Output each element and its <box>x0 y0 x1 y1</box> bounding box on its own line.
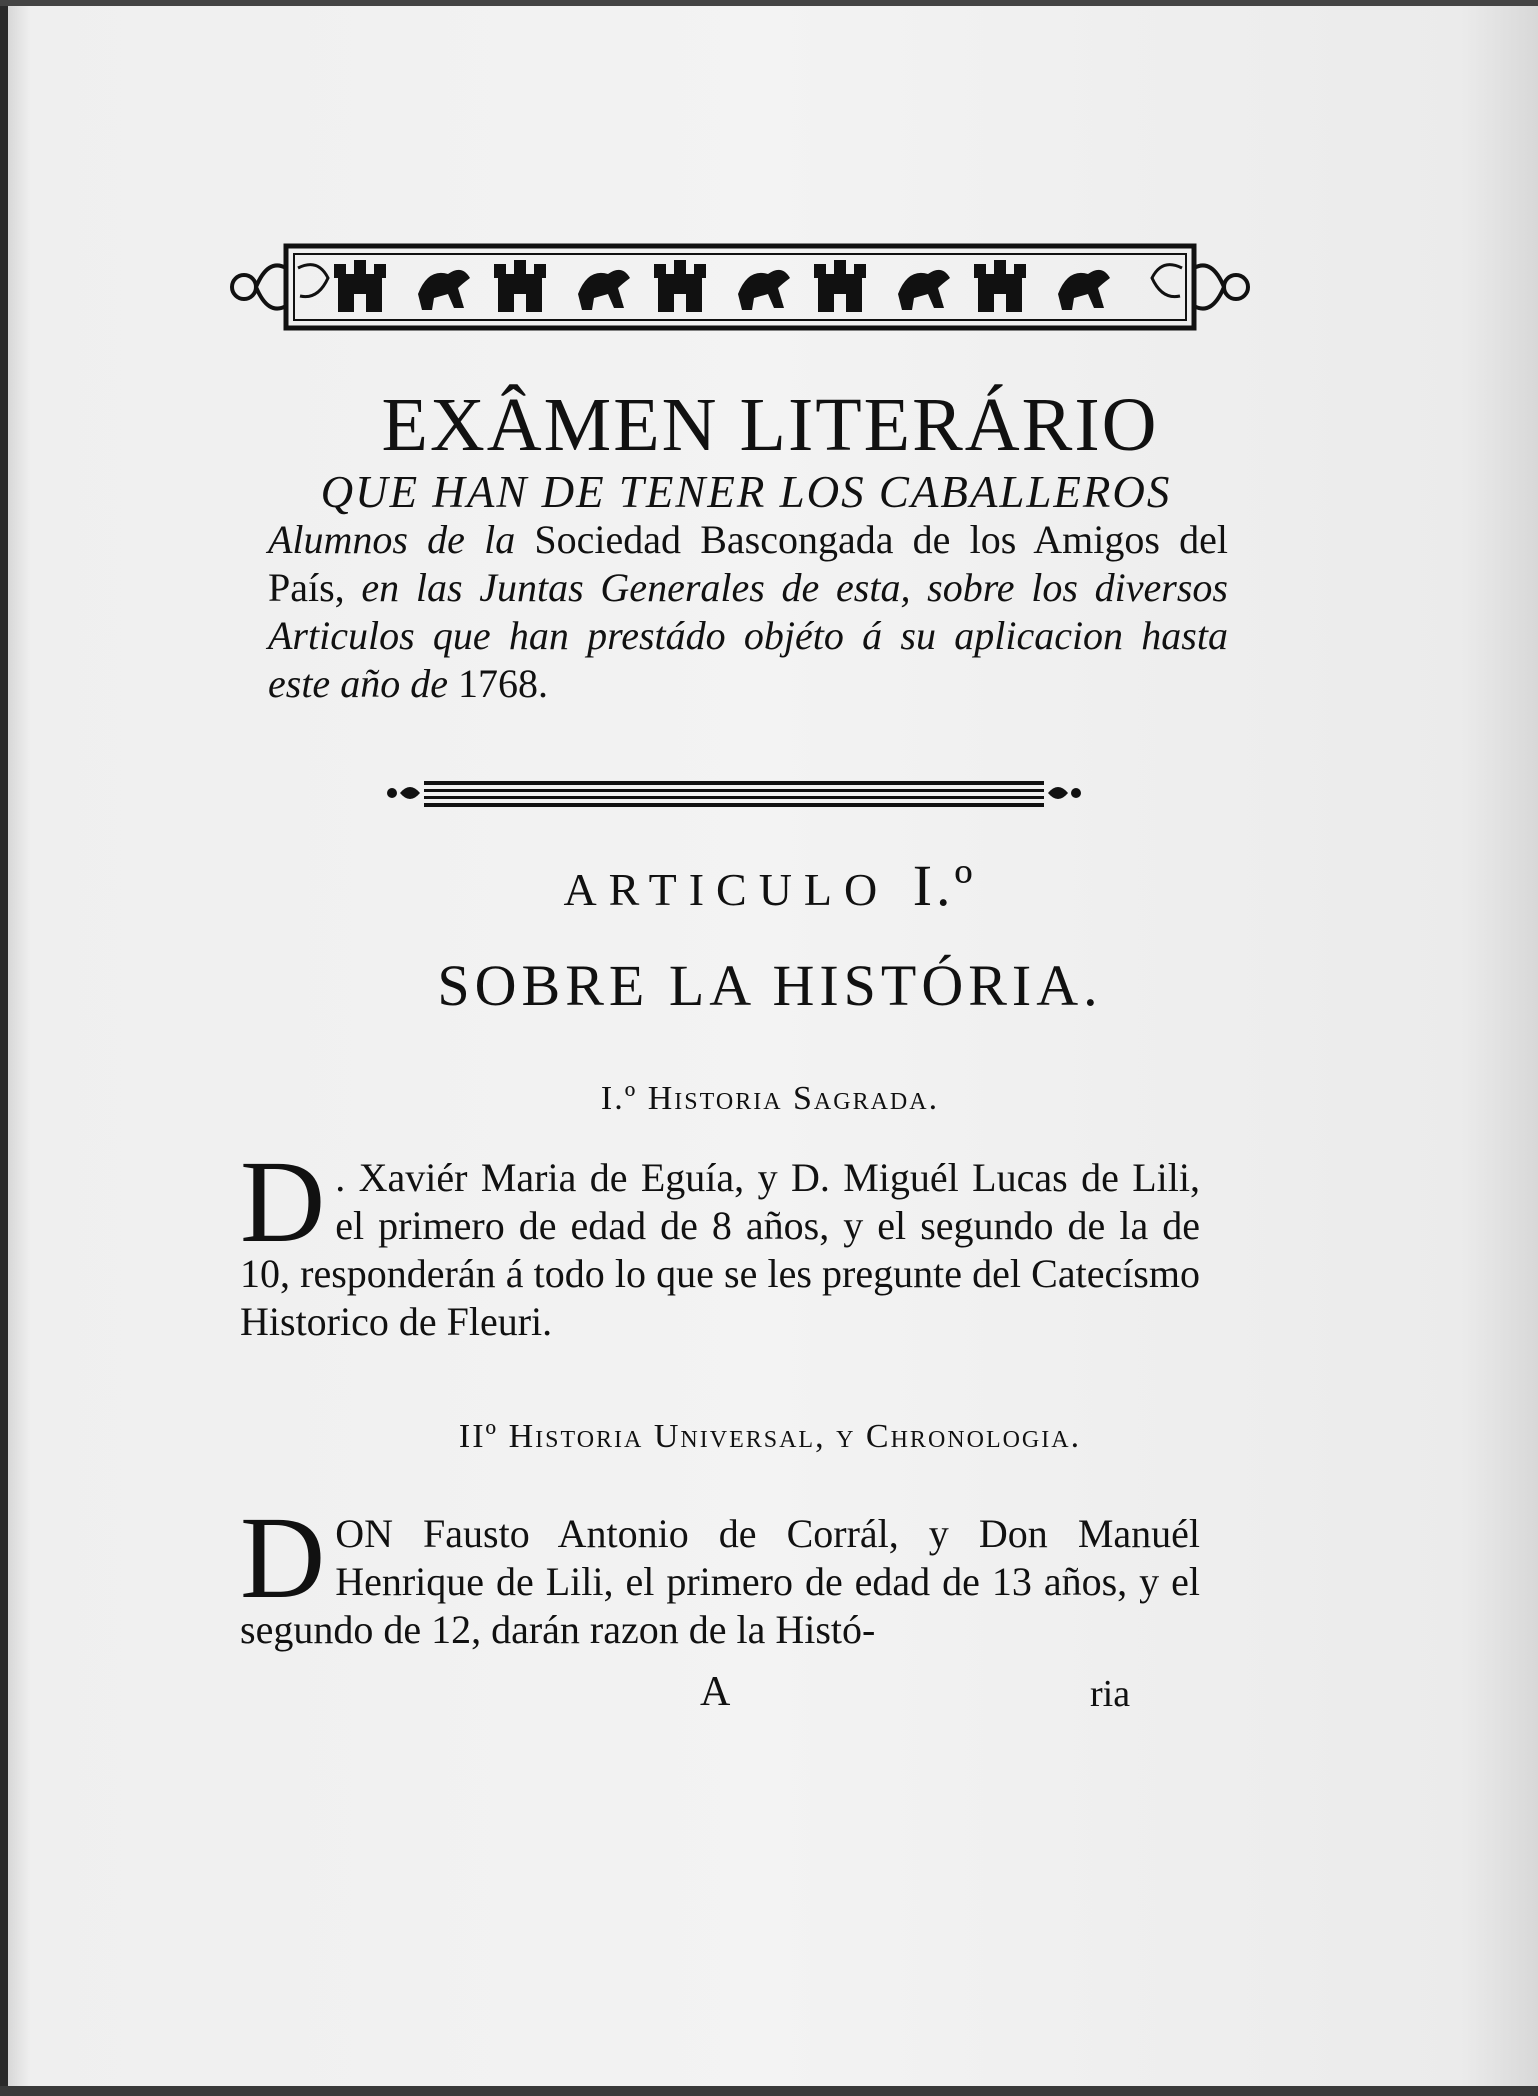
paragraph-universal-history <box>240 1492 1200 1654</box>
page-shadow-top <box>0 0 1538 6</box>
section-heading-sacred-history: I.º Historia Sagrada. <box>600 1080 940 1117</box>
drop-cap: D <box>240 1492 326 1623</box>
catchword: ria <box>1090 1673 1131 1715</box>
ornamental-rule <box>384 775 1084 811</box>
intro-paragraph <box>268 468 1228 708</box>
intro-roman-1: Sociedad Bascongada de los Amigos del País, <box>268 517 1228 610</box>
article-label: ARTICULO <box>563 864 890 915</box>
article-number: I.º <box>912 853 977 918</box>
paragraph-text: . Xaviér Maria de Eguía, y D. Miguél Lucas de Lili, el primero de edad de 8 años, y el segundo de la de 10, responderán á todo lo que se les pregunte del Catecísmo Historico de Fleuri. <box>240 1155 1200 1344</box>
intro-year: 1768. <box>457 661 548 706</box>
intro-italic-2: en las Juntas Generales de esta, sobre los diversos Articulos que han prestádo objéto á su aplicacion hasta este año de <box>268 565 1228 706</box>
signature-mark: A <box>700 1669 731 1715</box>
page-title: EXÂMEN LITERÁRIO <box>381 383 1159 467</box>
section-heading-universal-history: IIº Historia Universal, y Chronologia. <box>458 1418 1082 1455</box>
page-shadow-bottom <box>0 2086 1538 2096</box>
drop-cap: D <box>240 1136 326 1267</box>
intro-caps-line: QUE HAN DE TENER LOS CABALLEROS <box>320 467 1172 517</box>
article-heading <box>300 852 1240 919</box>
intro-italic-1: Alumnos de la <box>268 517 516 562</box>
paragraph-text: ON Fausto Antonio de Corrál, y Don Manuél Henrique de Lili, el primero de edad de 13 años, y el segundo de 12, darán razon de la Histó- <box>240 1511 1200 1652</box>
subject-heading: SOBRE LA HISTÓRIA. <box>437 953 1103 1018</box>
page-shadow-left <box>0 0 8 2096</box>
ornamental-headpiece <box>228 238 1252 336</box>
paragraph-sacred-history <box>240 1136 1200 1346</box>
